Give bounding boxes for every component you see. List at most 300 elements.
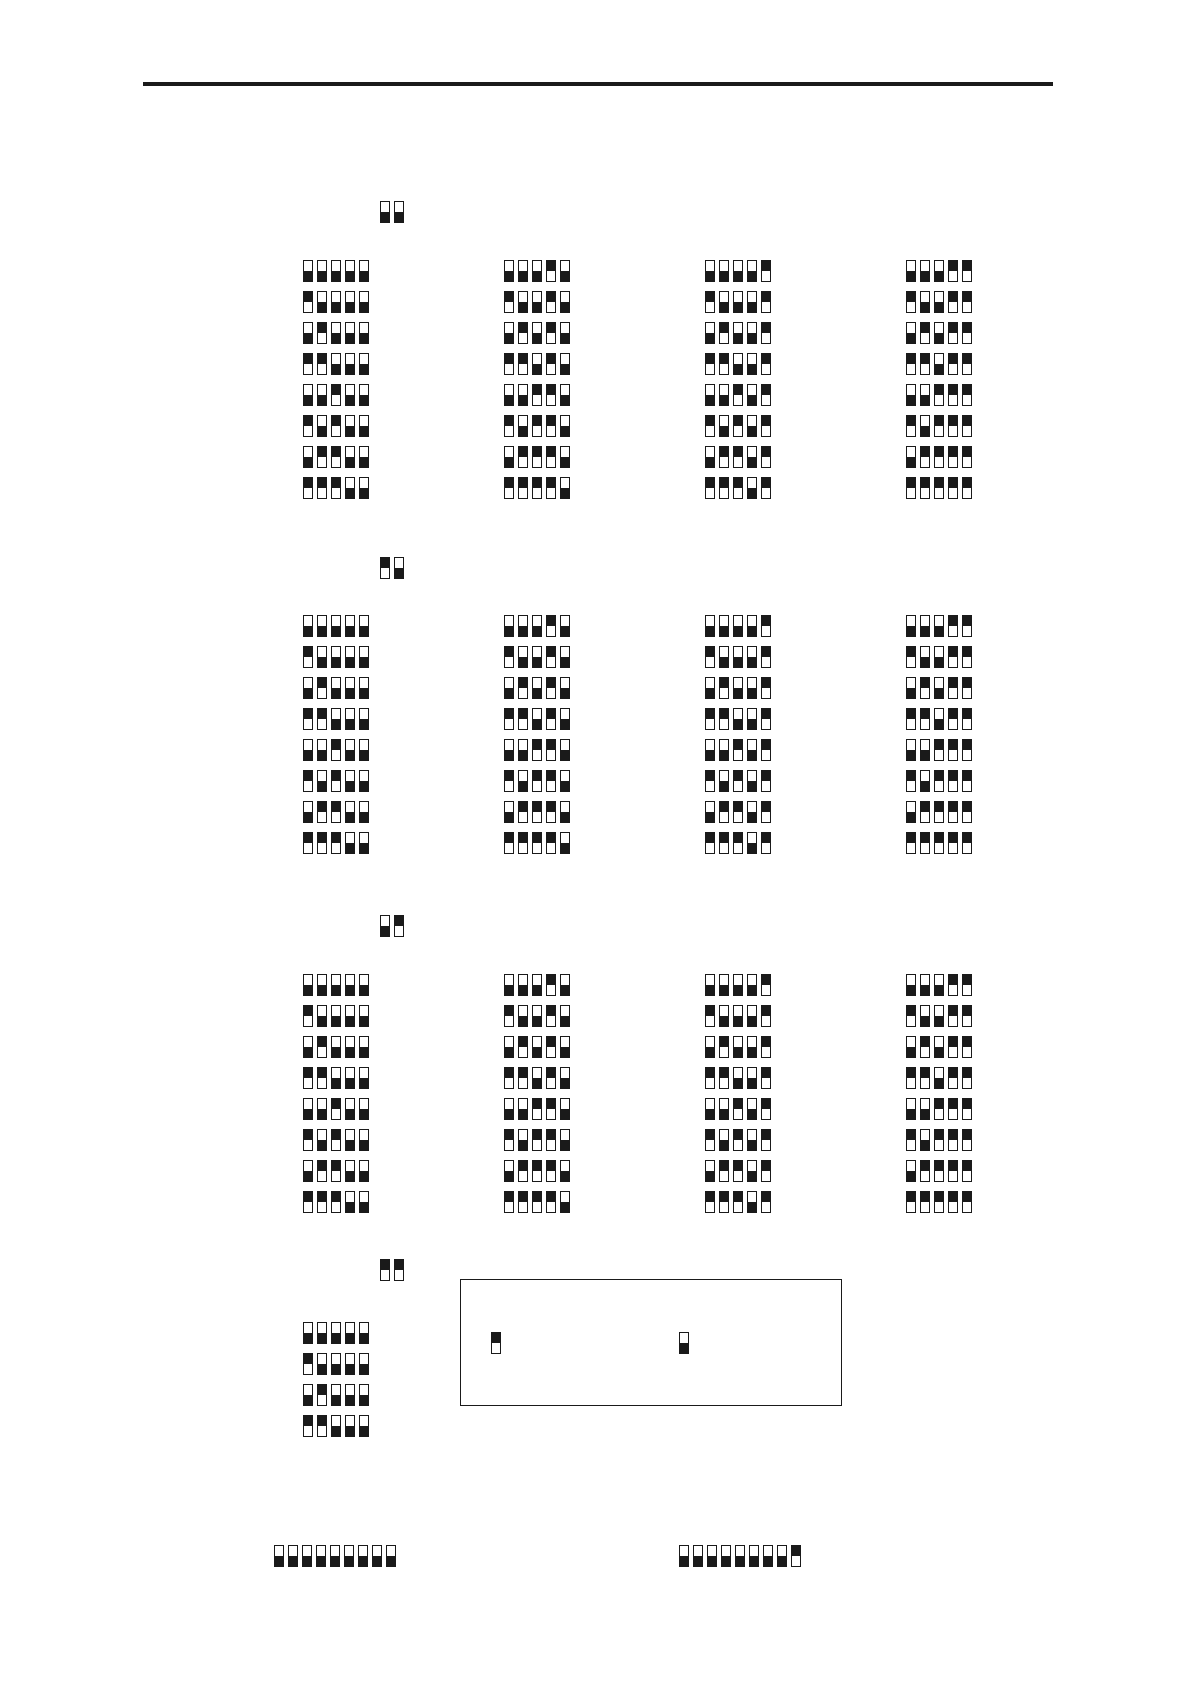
dip-switch-down	[518, 1129, 528, 1151]
dip-switch-down	[560, 1098, 570, 1120]
dip-switch-down	[317, 415, 327, 437]
dip-switch-down	[345, 415, 355, 437]
dip-switch-down	[274, 1545, 284, 1567]
dip-switch-down	[331, 1067, 341, 1089]
dip-switch-up	[934, 739, 944, 761]
switch-setting-row	[504, 615, 570, 637]
dip-switch-up	[906, 415, 916, 437]
dip-switch-up	[920, 1067, 930, 1089]
dip-switch-down	[560, 739, 570, 761]
dip-switch-down	[747, 415, 757, 437]
dip-switch-down	[303, 1322, 313, 1344]
dip-switch-up	[920, 446, 930, 468]
dip-switch-up	[962, 291, 972, 313]
dip-switch-up	[962, 384, 972, 406]
dip-switch-down	[317, 770, 327, 792]
dip-switch-up	[532, 739, 542, 761]
dip-switch-down	[359, 1005, 369, 1027]
dip-switch-down	[920, 260, 930, 282]
dip-switch-up	[331, 1129, 341, 1151]
dip-switch-up	[948, 1129, 958, 1151]
dip-switch-up	[546, 1160, 556, 1182]
dip-switch-down	[317, 1098, 327, 1120]
dip-switch-up	[761, 1005, 771, 1027]
switch-setting-row	[906, 322, 972, 344]
switch-setting-row	[303, 1191, 369, 1213]
dip-switch-down	[331, 1322, 341, 1344]
dip-switch-up	[518, 677, 528, 699]
dip-switch-down	[705, 260, 715, 282]
dip-switch-down	[345, 322, 355, 344]
dip-switch-down	[747, 677, 757, 699]
dip-switch-down	[504, 677, 514, 699]
dip-switch-up	[948, 677, 958, 699]
switch-setting-row	[303, 260, 369, 282]
dip-switch-up	[733, 1129, 743, 1151]
switch-setting-row	[504, 415, 570, 437]
switch-setting-row	[906, 708, 972, 730]
dip-switch-down	[303, 1036, 313, 1058]
dip-switch-down	[906, 1098, 916, 1120]
dip-switch-up	[962, 446, 972, 468]
top-rule	[143, 82, 1053, 86]
dip-switch-up	[761, 770, 771, 792]
dip-switch-up	[504, 291, 514, 313]
dip-switch-down	[303, 974, 313, 996]
dip-switch-up	[504, 477, 514, 499]
dip-switch-up	[532, 415, 542, 437]
switch-setting-row	[303, 1067, 369, 1089]
footer-switch-row-right	[679, 1545, 801, 1567]
dip-switch-down	[906, 739, 916, 761]
dip-switch-up	[920, 1036, 930, 1058]
switch-setting-row	[504, 477, 570, 499]
dip-switch-up	[948, 1067, 958, 1089]
dip-switch-down	[317, 1005, 327, 1027]
dip-switch-down	[303, 801, 313, 823]
dip-switch-down	[560, 1160, 570, 1182]
dip-switch-up	[962, 646, 972, 668]
dip-switch-up	[962, 1036, 972, 1058]
footer-switch-row-left	[274, 1545, 396, 1567]
dip-switch-down	[747, 708, 757, 730]
switch-setting-row	[303, 801, 369, 823]
dip-switch-up	[934, 477, 944, 499]
dip-switch-down	[560, 1191, 570, 1213]
dip-switch-up	[962, 677, 972, 699]
switch-setting-row	[906, 1098, 972, 1120]
dip-switch-down	[303, 1384, 313, 1406]
dip-switch-down	[303, 615, 313, 637]
dip-switch-down	[920, 1005, 930, 1027]
dip-switch-up	[331, 477, 341, 499]
dip-switch-up	[733, 739, 743, 761]
dip-switch-up	[317, 353, 327, 375]
switch-setting-row	[303, 384, 369, 406]
dip-switch-up	[532, 446, 542, 468]
dip-switch-up	[546, 1098, 556, 1120]
dip-switch-down	[345, 677, 355, 699]
dip-switch-down	[920, 415, 930, 437]
dip-switch-down	[735, 1545, 745, 1567]
dip-switch-down	[331, 260, 341, 282]
switch-setting-row	[705, 832, 771, 854]
dip-switch-down	[719, 739, 729, 761]
dip-switch-up	[761, 477, 771, 499]
dip-switch-down	[504, 384, 514, 406]
switch-setting-row	[303, 677, 369, 699]
dip-switch-up	[934, 384, 944, 406]
dip-switch-down	[733, 646, 743, 668]
dip-switch-down	[345, 646, 355, 668]
dip-switch-down	[934, 291, 944, 313]
dip-switch-up	[761, 322, 771, 344]
dip-switch-down	[747, 1036, 757, 1058]
dip-switch-down	[317, 260, 327, 282]
dip-switch-down	[518, 615, 528, 637]
dip-switch-down	[560, 646, 570, 668]
dip-switch-up	[719, 1191, 729, 1213]
dip-switch-down	[504, 1036, 514, 1058]
dip-switch-up	[962, 801, 972, 823]
dip-switch-down	[359, 739, 369, 761]
dip-switch-down	[359, 1191, 369, 1213]
switch-setting-row	[504, 1036, 570, 1058]
dip-switch-down	[560, 260, 570, 282]
dip-switch-up	[948, 322, 958, 344]
dip-switch-up	[317, 677, 327, 699]
switch-setting-row	[303, 770, 369, 792]
dip-switch-up	[733, 770, 743, 792]
dip-switch-up	[948, 1098, 958, 1120]
dip-switch-up	[532, 770, 542, 792]
dip-switch-down	[719, 974, 729, 996]
dip-switch-down	[359, 1322, 369, 1344]
dip-switch-up	[761, 1098, 771, 1120]
dip-switch-down	[359, 1098, 369, 1120]
dip-switch-down	[303, 322, 313, 344]
dip-switch-down	[747, 322, 757, 344]
dip-switch-up	[518, 353, 528, 375]
dip-switch-down	[345, 384, 355, 406]
dip-switch-down	[705, 446, 715, 468]
dip-switch-up	[331, 1191, 341, 1213]
legend-box	[460, 1279, 842, 1406]
dip-switch-up	[380, 557, 390, 579]
dip-switch-up	[719, 446, 729, 468]
dip-switch-down	[317, 739, 327, 761]
dip-switch-down	[705, 677, 715, 699]
dip-switch-down	[504, 322, 514, 344]
dip-switch-down	[394, 557, 404, 579]
dip-switch-up	[719, 477, 729, 499]
dip-switch-down	[331, 677, 341, 699]
switch-setting-row	[705, 415, 771, 437]
dip-switch-up	[546, 415, 556, 437]
dip-switch-down	[518, 415, 528, 437]
dip-switch-down	[345, 260, 355, 282]
dip-switch-up	[719, 677, 729, 699]
dip-switch-up	[303, 1415, 313, 1437]
switch-setting-row	[504, 974, 570, 996]
dip-switch-up	[733, 1160, 743, 1182]
dip-switch-down	[934, 677, 944, 699]
dip-switch-up	[518, 1067, 528, 1089]
dip-switch-up	[317, 801, 327, 823]
dip-switch-down	[345, 1036, 355, 1058]
dip-switch-up	[317, 446, 327, 468]
dip-switch-down	[560, 1067, 570, 1089]
dip-switch-up	[761, 1036, 771, 1058]
dip-switch-down	[303, 739, 313, 761]
switch-setting-row	[906, 415, 972, 437]
switch-setting-row	[705, 770, 771, 792]
dip-switch-down	[518, 260, 528, 282]
dip-switch-down	[560, 1036, 570, 1058]
switch-setting-row	[303, 832, 369, 854]
dip-switch-up	[504, 646, 514, 668]
dip-switch-up	[331, 384, 341, 406]
dip-switch-up	[906, 1005, 916, 1027]
dip-switch-up	[331, 415, 341, 437]
dip-switch-up	[317, 1384, 327, 1406]
dip-switch-down	[747, 832, 757, 854]
dip-switch-down	[302, 1545, 312, 1567]
switch-setting-row	[504, 384, 570, 406]
dip-switch-down	[518, 1098, 528, 1120]
dip-switch-down	[317, 615, 327, 637]
dip-switch-down	[719, 1098, 729, 1120]
dip-switch-down	[359, 322, 369, 344]
dip-switch-up	[733, 1098, 743, 1120]
switch-setting-row	[303, 1415, 369, 1437]
dip-switch-down	[719, 415, 729, 437]
switch-setting-row	[504, 739, 570, 761]
dip-switch-up	[920, 1191, 930, 1213]
dip-switch-down	[560, 1129, 570, 1151]
dip-switch-up	[761, 1160, 771, 1182]
dip-switch-down	[777, 1545, 787, 1567]
dip-switch-down	[303, 1160, 313, 1182]
dip-switch-up	[906, 291, 916, 313]
switch-setting-row	[303, 646, 369, 668]
dip-switch-up	[962, 353, 972, 375]
dip-switch-down	[359, 291, 369, 313]
dip-switch-down	[331, 322, 341, 344]
dip-switch-up	[546, 260, 556, 282]
dip-switch-down	[317, 291, 327, 313]
dip-switch-up	[532, 1191, 542, 1213]
dip-switch-up	[303, 1005, 313, 1027]
dip-switch-up	[546, 739, 556, 761]
dip-switch-up	[705, 1067, 715, 1089]
dip-switch-down	[345, 1129, 355, 1151]
switch-setting-row	[504, 646, 570, 668]
dip-switch-up	[504, 415, 514, 437]
dip-switch-down	[345, 477, 355, 499]
dip-switch-down	[518, 291, 528, 313]
switch-setting-row	[906, 291, 972, 313]
dip-switch-up	[791, 1545, 801, 1567]
dip-switch-down	[719, 770, 729, 792]
dip-switch-down	[906, 677, 916, 699]
dip-switch-down	[532, 615, 542, 637]
dip-switch-up	[546, 801, 556, 823]
dip-switch-down	[906, 801, 916, 823]
dip-switch-up	[962, 1067, 972, 1089]
dip-switch-down	[359, 1067, 369, 1089]
dip-switch-down	[345, 1353, 355, 1375]
switch-setting-row	[303, 708, 369, 730]
switch-setting-row	[906, 353, 972, 375]
dip-switch-down	[560, 832, 570, 854]
dip-switch-up	[546, 974, 556, 996]
dip-switch-down	[359, 615, 369, 637]
dip-switch-up	[303, 353, 313, 375]
dip-switch-down	[331, 291, 341, 313]
dip-switch-down	[747, 974, 757, 996]
dip-switch-up	[962, 739, 972, 761]
dip-switch-down	[747, 801, 757, 823]
dip-switch-down	[906, 615, 916, 637]
switch-setting-row	[906, 384, 972, 406]
dip-switch-down	[733, 1067, 743, 1089]
dip-switch-down	[504, 1098, 514, 1120]
dip-switch-up	[962, 708, 972, 730]
dip-switch-down	[345, 1160, 355, 1182]
switch-setting-row	[303, 739, 369, 761]
dip-switch-up	[906, 770, 916, 792]
dip-switch-down	[345, 353, 355, 375]
switch-setting-row	[303, 1098, 369, 1120]
switch-setting-row	[303, 353, 369, 375]
dip-switch-up	[331, 739, 341, 761]
dip-switch-down	[345, 1384, 355, 1406]
dip-switch-down	[380, 201, 390, 223]
dip-switch-down	[749, 1545, 759, 1567]
dip-switch-down	[532, 322, 542, 344]
dip-switch-up	[761, 832, 771, 854]
dip-switch-up	[303, 1353, 313, 1375]
dip-switch-down	[331, 1353, 341, 1375]
dip-switch-down	[906, 446, 916, 468]
dip-switch-up	[532, 1129, 542, 1151]
dip-switch-down	[359, 974, 369, 996]
dip-switch-up	[705, 832, 715, 854]
dip-switch-down	[504, 446, 514, 468]
dip-switch-down	[316, 1545, 326, 1567]
dip-switch-up	[546, 1036, 556, 1058]
dip-switch-up	[761, 646, 771, 668]
dip-switch-down	[719, 1005, 729, 1027]
dip-switch-down	[747, 260, 757, 282]
switch-setting-row	[504, 1160, 570, 1182]
switch-setting-row	[504, 770, 570, 792]
dip-switch-up	[948, 974, 958, 996]
dip-switch-up	[920, 708, 930, 730]
dip-switch-down	[934, 353, 944, 375]
dip-switch-up	[331, 1160, 341, 1182]
dip-switch-up	[962, 415, 972, 437]
dip-switch-down	[560, 1005, 570, 1027]
dip-switch-up	[962, 1005, 972, 1027]
dip-switch-down	[359, 477, 369, 499]
dip-switch-down	[560, 291, 570, 313]
switch-setting-row	[504, 1005, 570, 1027]
dip-switch-down	[504, 1160, 514, 1182]
dip-switch-down	[719, 1129, 729, 1151]
dip-switch-down	[733, 974, 743, 996]
dip-switch-down	[934, 260, 944, 282]
dip-switch-down	[359, 384, 369, 406]
dip-switch-up	[504, 832, 514, 854]
dip-switch-down	[359, 1415, 369, 1437]
dip-switch-down	[345, 1191, 355, 1213]
dip-switch-up	[705, 708, 715, 730]
dip-switch-up	[546, 1191, 556, 1213]
dip-switch-up	[546, 708, 556, 730]
switch-setting-row	[906, 1005, 972, 1027]
dip-switch-down	[747, 770, 757, 792]
dip-switch-up	[761, 260, 771, 282]
dip-switch-up	[934, 446, 944, 468]
dip-switch-up	[920, 832, 930, 854]
dip-switch-down	[934, 974, 944, 996]
dip-switch-up	[546, 353, 556, 375]
dip-switch-up	[920, 677, 930, 699]
switch-setting-row	[504, 446, 570, 468]
dip-switch-up	[906, 477, 916, 499]
dip-switch-down	[679, 1545, 689, 1567]
switch-setting-row	[906, 446, 972, 468]
dip-switch-up	[518, 1160, 528, 1182]
dip-switch-down	[345, 1067, 355, 1089]
dip-switch-up	[962, 1191, 972, 1213]
dip-switch-up	[733, 446, 743, 468]
dip-switch-up	[948, 801, 958, 823]
dip-switch-up	[761, 1191, 771, 1213]
dip-switch-down	[394, 201, 404, 223]
dip-switch-up	[317, 1415, 327, 1437]
dip-switch-up	[906, 708, 916, 730]
switch-setting-row	[303, 415, 369, 437]
dip-switch-up	[719, 1067, 729, 1089]
switch-setting-row	[705, 384, 771, 406]
dip-switch-down	[906, 384, 916, 406]
dip-switch-up	[948, 646, 958, 668]
switch-setting-row	[705, 1191, 771, 1213]
dip-switch-down	[331, 708, 341, 730]
switch-setting-row	[504, 801, 570, 823]
switch-setting-row	[504, 322, 570, 344]
dip-switch-up	[962, 1098, 972, 1120]
dip-switch-up	[948, 708, 958, 730]
dip-switch-up	[962, 1129, 972, 1151]
dip-switch-down	[705, 322, 715, 344]
dip-switch-down	[317, 974, 327, 996]
dip-switch-down	[345, 1322, 355, 1344]
dip-switch-down	[747, 1005, 757, 1027]
dip-switch-down	[906, 260, 916, 282]
dip-switch-down	[317, 384, 327, 406]
dip-switch-up	[705, 1005, 715, 1027]
dip-switch-down	[733, 708, 743, 730]
dip-switch-up	[532, 801, 542, 823]
dip-switch-down	[345, 1005, 355, 1027]
dip-switch-up	[733, 477, 743, 499]
dip-switch-up	[380, 1259, 390, 1281]
dip-switch-down	[331, 974, 341, 996]
